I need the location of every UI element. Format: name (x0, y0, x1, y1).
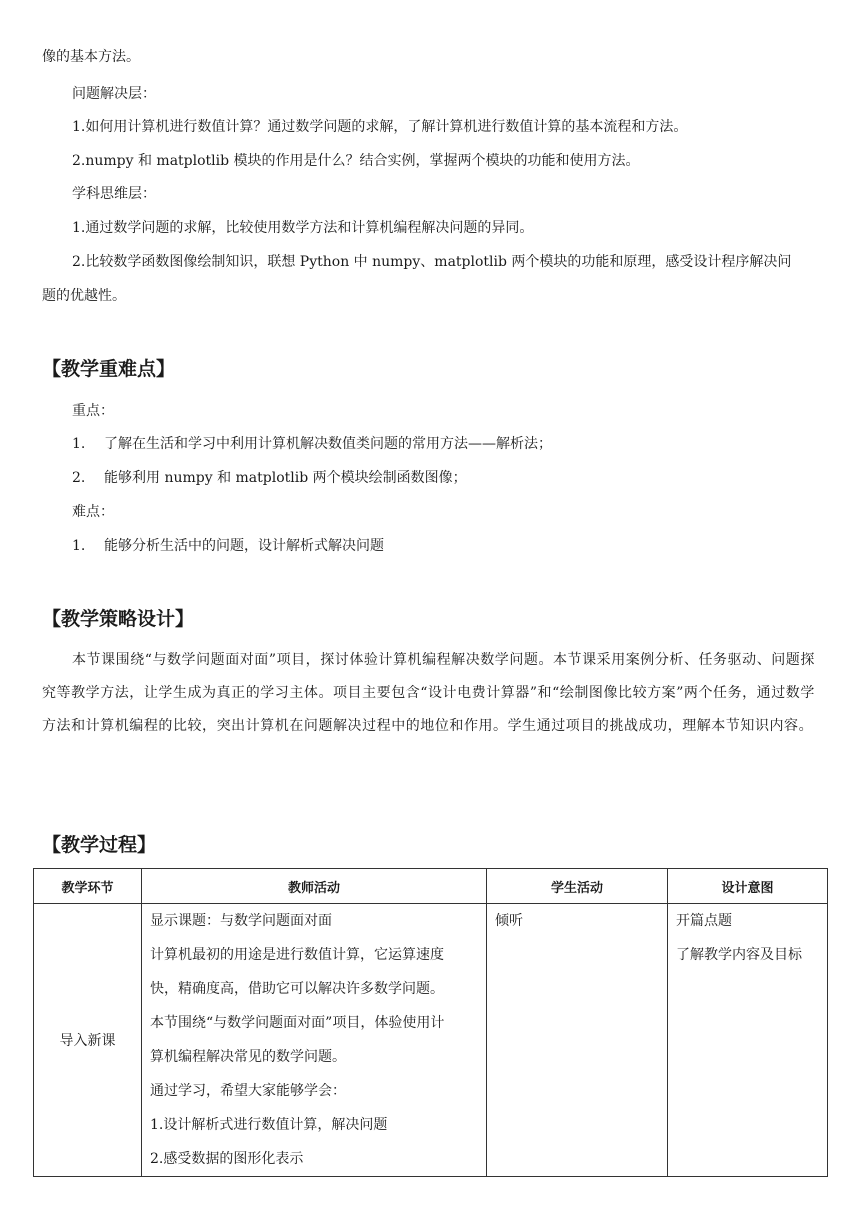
difficulty-item-number: 1. (72, 538, 86, 554)
difficulty-item (72, 536, 384, 556)
design-intent-cell (668, 904, 828, 1177)
teacher-activity-line: 计算机最初的用途是进行数值计算，它运算速度 (150, 947, 444, 963)
column-header: 教师活动 (142, 869, 487, 904)
student-activity-cell (487, 904, 668, 1177)
design-intent-line: 了解教学内容及目标 (676, 947, 802, 963)
teacher-activity-line: 通过学习，希望大家能够学会： (150, 1083, 346, 1099)
focus-item-number: 2. (72, 470, 86, 486)
focus-item (72, 434, 552, 454)
focus-item-number: 1. (72, 436, 86, 452)
key-points-heading: 【教学重难点】 (42, 358, 176, 380)
teacher-activity-line: 1.设计解析式进行数值计算，解决问题 (150, 1117, 388, 1133)
stage-cell: 导入新课 (34, 904, 142, 1177)
teaching-process-table (33, 868, 828, 1177)
problem-item-2: 2.numpy 和 matplotlib 模块的作用是什么？结合实例，掌握两个模块的功能和使用方法。 (72, 153, 640, 169)
column-header: 学生活动 (487, 869, 668, 904)
column-header: 设计意图 (668, 869, 828, 904)
student-activity-line: 倾听 (495, 913, 523, 929)
teacher-activity-line: 本节围绕“与数学问题面对面”项目，体验使用计 (150, 1015, 445, 1031)
difficulty-item-text: 能够分析生活中的问题，设计解析式解决问题 (104, 538, 384, 554)
problem-item-1: 1.如何用计算机进行数值计算？通过数学问题的求解，了解计算机进行数值计算的基本流程和方法。 (72, 119, 688, 135)
column-header: 教学环节 (34, 869, 142, 904)
strategy-heading: 【教学策略设计】 (42, 608, 195, 630)
difficulty-label: 难点： (72, 504, 114, 520)
teacher-activity-line: 算机编程解决常见的数学问题。 (150, 1049, 346, 1065)
thinking-item-2-cont: 题的优越性。 (42, 288, 126, 304)
design-intent-line: 开篇点题 (676, 913, 732, 929)
process-heading: 【教学过程】 (42, 834, 157, 856)
teacher-activity-line: 显示课题：与数学问题面对面 (150, 913, 332, 929)
thinking-label: 学科思维层： (72, 186, 156, 202)
table-row (34, 904, 828, 1177)
strategy-paragraph: 本节课围绕“与数学问题面对面”项目，探讨体验计算机编程解决数学问题。本节课采用案例分析、任务驱动、问题探究等教学方法，让学生成为真正的学习主体。项目主要包含“设计电费计算器”和“绘制图像比较方案”两个任务，通过数学方法和计算机编程的比较，突出计算机在问题解决过程中的地位和作用。学生通过项目的挑战成功，理解本节知识内容。 (42, 652, 815, 734)
thinking-item-1: 1.通过数学问题的求解，比较使用数学方法和计算机编程解决问题的异同。 (72, 220, 534, 236)
problem-solving-label: 问题解决层： (72, 86, 156, 102)
intro-line-0: 像的基本方法。 (42, 49, 140, 65)
thinking-item-2: 2.比较数学函数图像绘制知识，联想 Python 中 numpy、matplotlib 两个模块的功能和原理，感受设计程序解决问 (72, 254, 792, 270)
teacher-activity-line: 2.感受数据的图形化表示 (150, 1151, 304, 1167)
teacher-activity-line: 快，精确度高，借助它可以解决许多数学问题。 (150, 981, 444, 997)
focus-item-text: 了解在生活和学习中利用计算机解决数值类问题的常用方法——解析法； (104, 436, 552, 452)
focus-item (72, 468, 467, 488)
focus-label: 重点： (72, 403, 114, 419)
focus-item-text: 能够利用 numpy 和 matplotlib 两个模块绘制函数图像； (104, 470, 467, 486)
teacher-activity-cell (142, 904, 487, 1177)
table-header-row (34, 869, 828, 904)
